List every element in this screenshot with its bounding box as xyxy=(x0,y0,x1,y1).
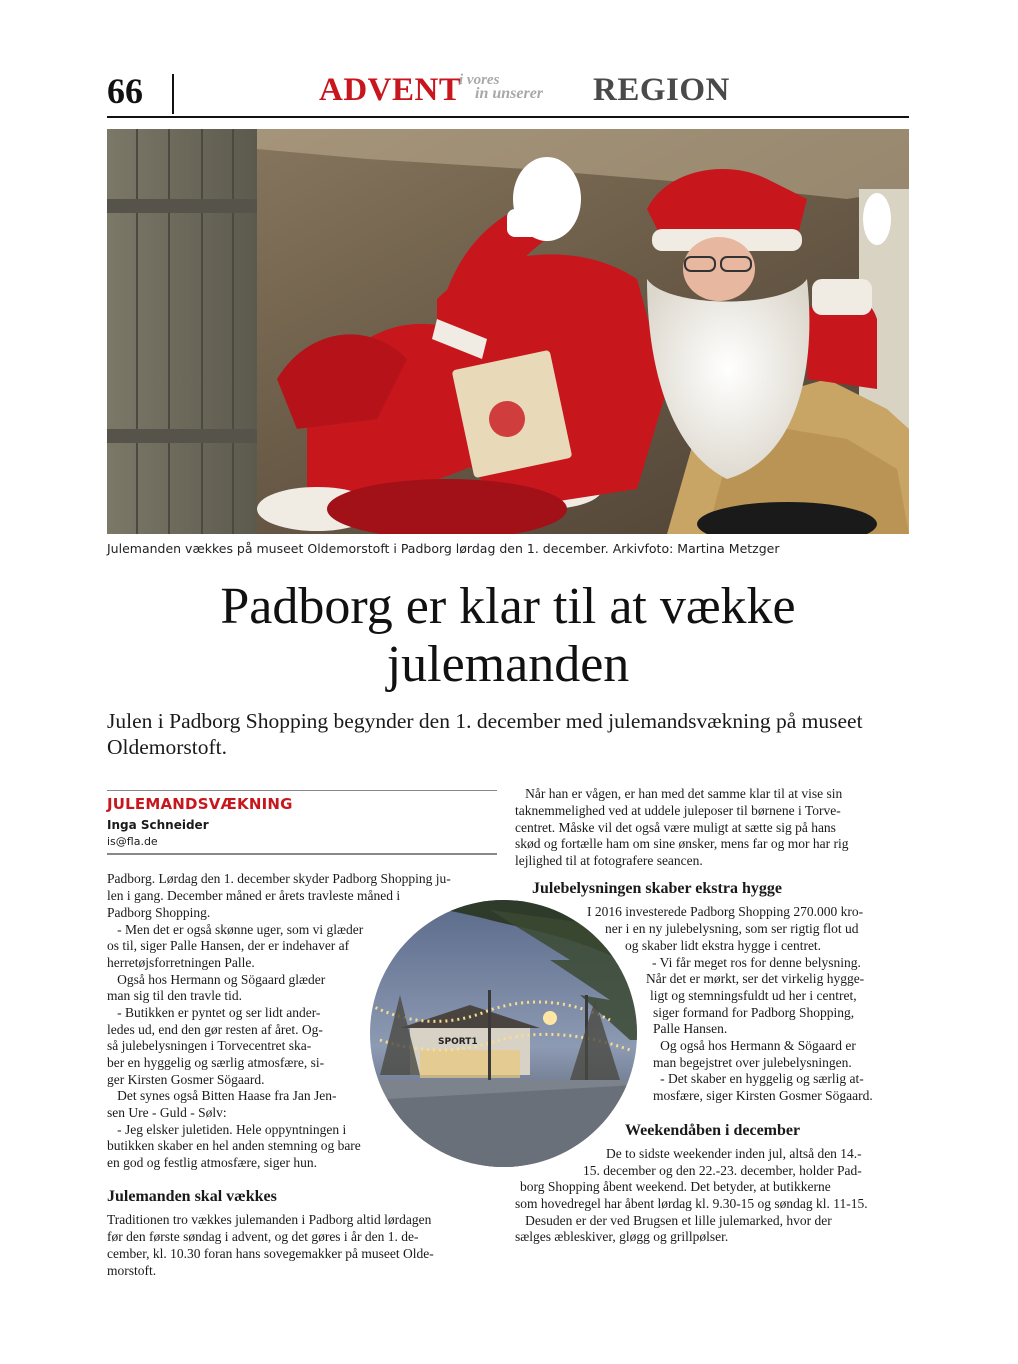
body-line: - Butikken er pyntet og ser lidt ander- xyxy=(107,1005,321,1020)
body-line: så julebelysningen i Torvecentret ska- xyxy=(107,1038,312,1053)
body-line: cember, kl. 10.30 foran hans sovegemakker på museet Olde- xyxy=(107,1246,434,1261)
body-line: - Men det er også skønne uger, som vi glæder xyxy=(107,922,364,937)
body-line: I 2016 investerede Padborg Shopping 270.000 kro- xyxy=(587,904,864,919)
body-line: sælges æbleskiver, gløgg og grillpølser. xyxy=(515,1229,729,1244)
body-line: borg Shopping åbent weekend. Det betyder, at butikkerne xyxy=(520,1179,831,1194)
body-line: - Vi får meget ros for denne belysning. xyxy=(652,955,861,970)
body-line: og skaber lidt ekstra hygge i centret. xyxy=(625,938,822,953)
body-line: 15. december og den 22.-23. december, holder Pad- xyxy=(583,1163,862,1178)
section-title-advent: ADVENT xyxy=(319,72,462,108)
body-line: ledes ud, end den gør resten af året. Og- xyxy=(107,1022,323,1037)
santa-claus-photo xyxy=(107,129,909,534)
headline-line2: julemanden xyxy=(386,636,630,693)
body-line: ligt og stemningsfuldt ud her i centret, xyxy=(650,988,857,1003)
author-name: Inga Schneider xyxy=(107,818,209,832)
body-line: sen Ure - Guld - Sølv: xyxy=(107,1105,227,1120)
body-line: ner i en ny julebelysning, som ser rigtig flot ud xyxy=(605,921,859,936)
body-line: Også hos Hermann og Sögaard glæder xyxy=(107,972,326,987)
subhead-julebelysning: Julebelysningen skaber ekstra hygge xyxy=(532,880,782,897)
subhead-weekendaaben: Weekendåben i december xyxy=(625,1122,801,1139)
body-line: Når det er mørkt, ser det virkelig hygge- xyxy=(646,971,865,986)
christmas-lights-town-square-photo xyxy=(370,900,637,1167)
body-line: len i gang. December måned er årets travleste måned i xyxy=(107,888,401,903)
body-line: centret. Måske vil det også være muligt at sætte sig på hans xyxy=(515,820,836,835)
byline-box xyxy=(107,790,497,855)
body-line: Padborg Shopping. xyxy=(107,905,211,920)
body-line: skød og fortælle ham om sine ønsker, mens far og mor har rig xyxy=(515,836,849,851)
body-line: som hovedregel har åbent lørdag kl. 9.30-15 og søndag kl. 11-15. xyxy=(515,1196,868,1211)
header-rule xyxy=(107,116,909,118)
page-header xyxy=(107,64,909,118)
body-line: Palle Hansen. xyxy=(653,1021,728,1036)
body-line: - Jeg elsker juletiden. Hele oppyntningen i xyxy=(107,1122,347,1137)
section-subtitle-line1: i vores xyxy=(459,72,500,88)
body-line: taknemmelighed ved at uddele juleposer til børnene i Torve- xyxy=(515,803,841,818)
body-line: ger Kirsten Gosmer Sögaard. xyxy=(107,1072,265,1087)
body-line: en god og festlig atmosfære, siger hun. xyxy=(107,1155,317,1170)
article-headline xyxy=(107,578,909,694)
section-title-subtitle xyxy=(459,74,543,100)
section-subtitle-line2: in unserer xyxy=(475,85,544,102)
subhead-julemanden: Julemanden skal vækkes xyxy=(107,1188,277,1205)
body-line: De to sidste weekender inden jul, altså den 14.- xyxy=(606,1146,862,1161)
body-line: Når han er vågen, er han med det samme klar til at vise sin xyxy=(515,786,843,801)
section-title-region: REGION xyxy=(593,72,730,108)
article-lead: Julen i Padborg Shopping begynder den 1. december med julemandsvækning på museet Oldemorstoft. xyxy=(107,709,863,759)
header-divider xyxy=(172,74,174,114)
body-line: Padborg. Lørdag den 1. december skyder Padborg Shopping ju- xyxy=(107,871,451,886)
body-line: lejlighed til at fotografere seancen. xyxy=(515,853,703,868)
body-line: man sig til den travle tid. xyxy=(107,988,242,1003)
body-line: Traditionen tro vækkes julemanden i Padborg altid lørdagen xyxy=(107,1212,432,1227)
author-email[interactable]: is@fla.de xyxy=(107,835,158,848)
body-line: man begejstret over julebelysningen. xyxy=(653,1055,852,1070)
body-line: ber en hyggelig og særlig atmosfære, si- xyxy=(107,1055,325,1070)
body-line: - Det skaber en hyggelig og særlig at- xyxy=(650,1071,864,1086)
headline-line1: Padborg er klar til at vække xyxy=(220,578,796,635)
body-line: Og også hos Hermann & Sögaard er xyxy=(650,1038,856,1053)
body-line: før den første søndag i advent, og det gøres i år den 1. de- xyxy=(107,1229,419,1244)
body-line: os til, siger Palle Hansen, der er indehaver af xyxy=(107,938,350,953)
body-line: mosfære, siger Kirsten Gosmer Sögaard. xyxy=(653,1088,873,1103)
body-line: siger formand for Padborg Shopping, xyxy=(653,1005,855,1020)
body-line: morstoft. xyxy=(107,1263,157,1278)
photo-caption: Julemanden vækkes på museet Oldemorstoft i Padborg lørdag den 1. december. Arkivfoto: Martina Metzger xyxy=(107,541,780,556)
store-sign-text: SPORT1 xyxy=(438,1037,478,1047)
article-kicker: JULEMANDSVÆKNING xyxy=(107,795,293,813)
body-line: Desuden er der ved Brugsen et lille julemarked, hvor der xyxy=(515,1213,832,1228)
body-line: butikken skaber en hel anden stemning og bare xyxy=(107,1138,361,1153)
page-number: 66 xyxy=(107,71,143,111)
body-line: herretøjsforretningen Palle. xyxy=(107,955,255,970)
body-line: Det synes også Bitten Haase fra Jan Jen- xyxy=(107,1088,337,1103)
